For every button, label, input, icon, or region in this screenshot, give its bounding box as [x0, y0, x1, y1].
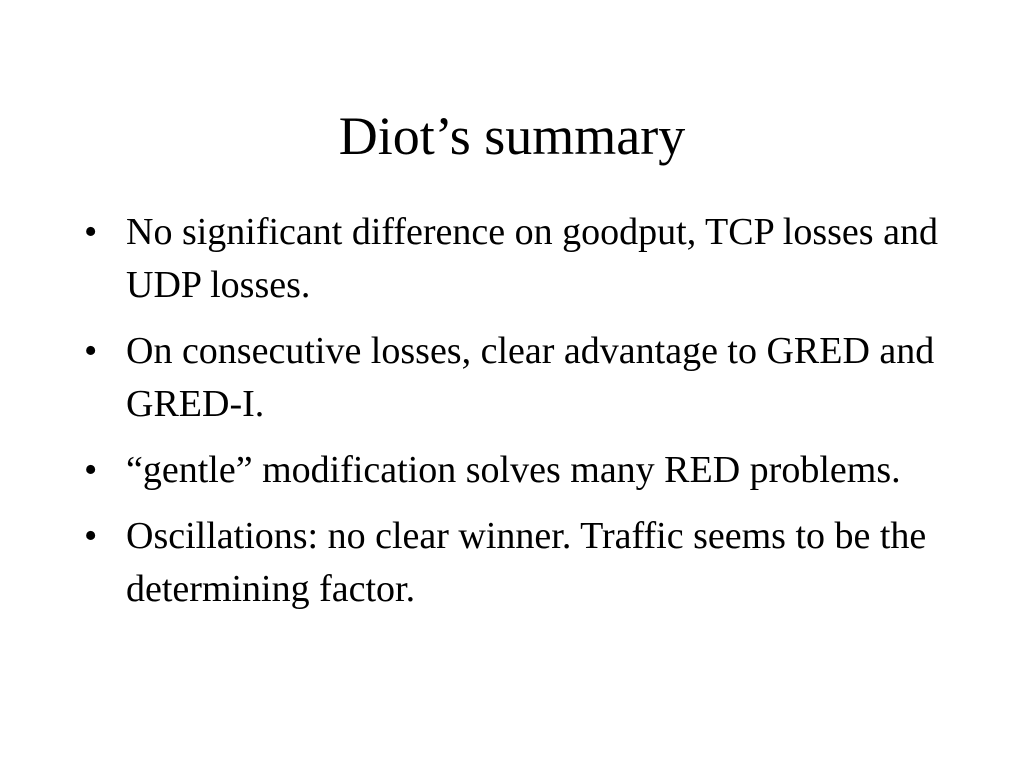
bullet-icon: • — [84, 515, 98, 557]
bullet-text: No significant difference on goodput, TCP losses and UDP losses. — [126, 211, 938, 306]
bullet-item — [84, 444, 944, 497]
bullet-item — [84, 325, 944, 431]
bullet-item — [84, 510, 944, 616]
bullet-icon: • — [84, 211, 98, 253]
bullet-item — [84, 206, 944, 312]
bullet-list — [84, 206, 944, 629]
bullet-text: Oscillations: no clear winner. Traffic seems to be the determining factor. — [126, 515, 927, 610]
slide-title: Diot’s summary — [338, 106, 686, 166]
bullet-text: On consecutive losses, clear advantage to GRED and GRED-I. — [126, 330, 935, 425]
bullet-icon: • — [84, 449, 98, 491]
bullet-icon: • — [84, 330, 98, 372]
bullet-text: “gentle” modification solves many RED problems. — [126, 449, 901, 491]
